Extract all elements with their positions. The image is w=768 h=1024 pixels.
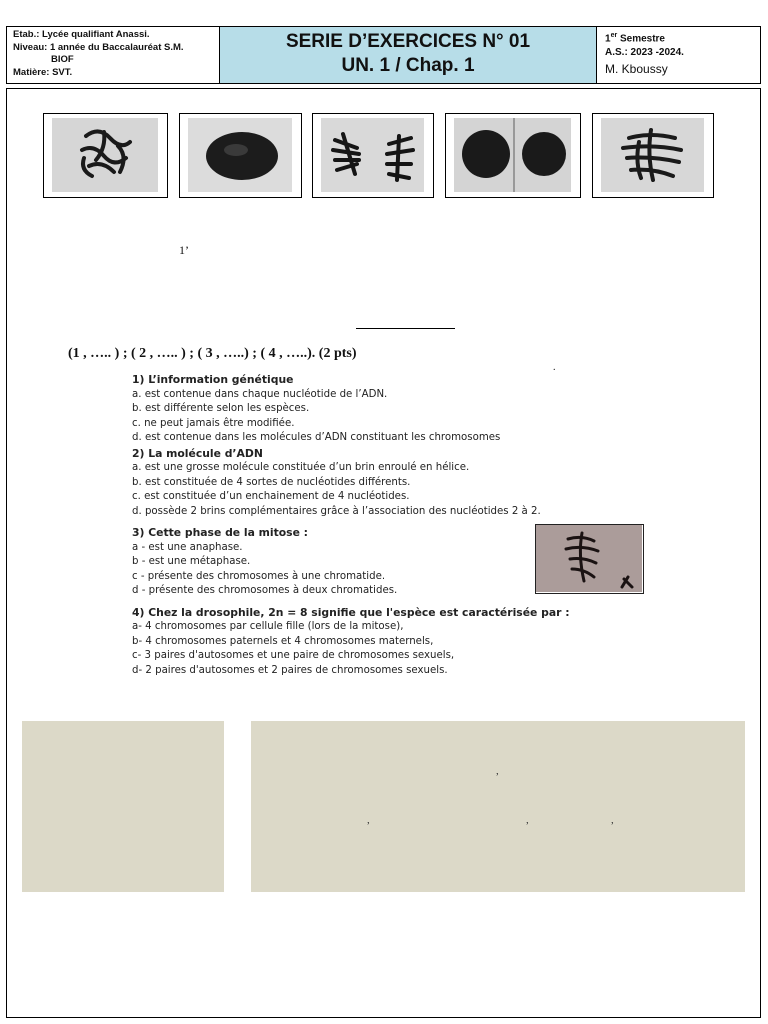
question-title: 3) Cette phase de la mitose : xyxy=(132,526,308,539)
subject: Matière: SVT. xyxy=(13,66,73,78)
answer-box-right xyxy=(251,721,745,892)
box-mark: , xyxy=(367,814,370,826)
question-title: 1) L’information génétique xyxy=(132,373,294,386)
semester: 1er Semestre xyxy=(605,32,665,45)
question-option: c. ne peut jamais être modifiée. xyxy=(132,417,295,429)
question-option: d- 2 paires d'autosomes et 2 paires de chromosomes sexuels. xyxy=(132,664,448,676)
box-mark: , xyxy=(526,814,529,826)
photo-metaphase xyxy=(592,113,714,198)
page-title: SERIE D’EXERCICES N° 01 xyxy=(285,31,531,52)
stray-dot: . xyxy=(553,362,556,373)
question-option: d - présente des chromosomes à deux chromatides. xyxy=(132,585,398,596)
question-title: 4) Chez la drosophile, 2n = 8 signifie que l'espèce est caractérisée par : xyxy=(132,605,570,619)
stray-mark: 1’ xyxy=(179,243,189,257)
teacher-name: M. Kboussy xyxy=(605,62,668,77)
question-title: 2) La molécule d’ADN xyxy=(132,446,263,460)
question-3-image xyxy=(535,524,644,594)
school-year: A.S.: 2023 -2024. xyxy=(605,47,684,59)
term-info xyxy=(597,27,760,83)
photo-telophase xyxy=(445,113,581,198)
page-subtitle: UN. 1 / Chap. 1 xyxy=(341,55,475,76)
box-mark: , xyxy=(496,765,499,777)
document-header xyxy=(6,26,761,84)
question-option: b. est constituée de 4 sortes de nucléotides différents. xyxy=(132,476,411,488)
question-option: c- 3 paires d'autosomes et une paire de chromosomes sexuels, xyxy=(132,650,455,661)
question-option: c - présente des chromosomes à une chromatide. xyxy=(132,570,386,582)
photo-prophase xyxy=(43,113,168,198)
track: BIOF xyxy=(51,54,74,65)
photo-interphase xyxy=(179,113,302,198)
question-option: b- 4 chromosomes paternels et 4 chromosomes maternels, xyxy=(132,635,434,647)
title-block xyxy=(219,27,597,83)
answer-heading-underline xyxy=(356,328,455,329)
school-info xyxy=(7,27,219,83)
question-option: d. est contenue dans les molécules d’ADN constituant les chromosomes xyxy=(132,432,501,443)
question-option: b. est différente selon les espèces. xyxy=(132,403,310,414)
question-option: a. est une grosse molécule constituée d’un brin enroulé en hélice. xyxy=(132,462,470,473)
question-option: d. possède 2 brins complémentaires grâce à l’association des nucléotides 2 à 2. xyxy=(132,505,541,517)
answer-template: (1 , ….. ) ; ( 2 , ….. ) ; ( 3 , …..) ; ( 4 , …..). (2 pts) xyxy=(68,346,357,361)
question-option: b - est une métaphase. xyxy=(132,556,251,567)
photo-anaphase xyxy=(312,113,434,198)
school-name: Etab.: Lycée qualifiant Anassi. xyxy=(13,29,150,40)
question-option: a - est une anaphase. xyxy=(132,541,243,553)
question-option: c. est constituée d’un enchainement de 4 nucléotides. xyxy=(132,491,410,502)
question-option: a. est contenue dans chaque nucléotide de l’ADN. xyxy=(132,388,388,400)
answer-box-left xyxy=(22,721,224,892)
level: Niveau: 1 année du Baccalauréat S.M. xyxy=(13,41,184,53)
box-mark: , xyxy=(611,814,614,826)
question-option: a- 4 chromosomes par cellule fille (lors de la mitose), xyxy=(132,621,404,632)
